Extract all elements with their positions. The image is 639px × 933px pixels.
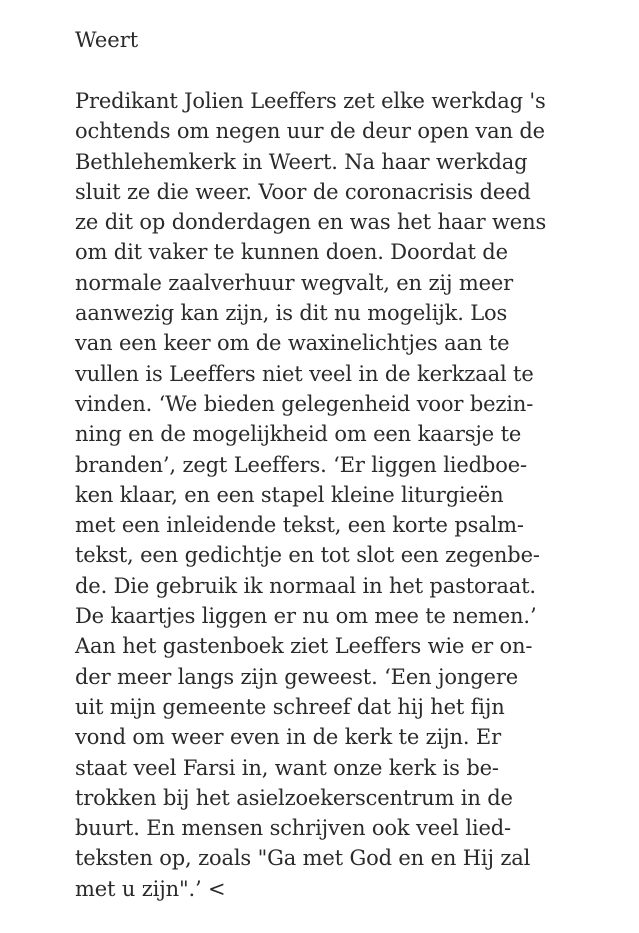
body-line: branden’, zegt Leeffers. ‘Er liggen liedboe- bbox=[75, 452, 527, 477]
body-line: de. Die gebruik ik normaal in het pastoraat. bbox=[75, 573, 536, 598]
body-line: De kaartjes liggen er nu om mee te nemen.’ bbox=[75, 604, 537, 629]
body-line: ze dit op donderdagen en was het haar wens bbox=[75, 210, 547, 235]
body-line: met een inleidende tekst, een korte psalm- bbox=[75, 513, 524, 538]
body-line: der meer langs zijn geweest. ‘Een jongere bbox=[75, 664, 518, 689]
body-line: ken klaar, en een stapel kleine liturgieën bbox=[75, 482, 504, 507]
body-line: sluit ze die weer. Voor de coronacrisis deed bbox=[75, 179, 531, 204]
body-line: vullen is Leeffers niet veel in de kerkzaal te bbox=[75, 361, 534, 386]
body-line: trokken bij het asielzoekerscentrum in de bbox=[75, 785, 513, 810]
body-line: buurt. En mensen schrijven ook veel lied- bbox=[75, 816, 511, 841]
body-line: ochtends om negen uur de deur open van de bbox=[75, 119, 545, 144]
body-line: uit mijn gemeente schreef dat hij het fijn bbox=[75, 694, 505, 719]
body-line: aanwezig kan zijn, is dit nu mogelijk. Los bbox=[75, 301, 508, 326]
body-line: ning en de mogelijkheid om een kaarsje te bbox=[75, 422, 522, 447]
body-line: Predikant Jolien Leeffers zet elke werkdag 's bbox=[75, 89, 546, 113]
body-line: Bethlehemkerk in Weert. Na haar werkdag bbox=[75, 149, 528, 174]
body-line: vinden. ‘We bieden gelegenheid voor bezin- bbox=[75, 391, 534, 416]
body-line: staat veel Farsi in, want onze kerk is be- bbox=[75, 755, 499, 780]
article-body bbox=[75, 86, 546, 904]
body-line: normale zaalverhuur wegvalt, en zij meer bbox=[75, 270, 514, 295]
body-line: van een keer om de waxinelichtjes aan te bbox=[75, 331, 510, 356]
body-line: tekst, een gedichtje en tot slot een zegenbe- bbox=[75, 543, 540, 568]
body-line: om dit vaker te kunnen doen. Doordat de bbox=[75, 240, 508, 265]
body-line: teksten op, zoals "Ga met God en en Hij zal bbox=[75, 846, 531, 871]
body-line: Aan het gastenboek ziet Leeffers wie er on- bbox=[75, 634, 533, 659]
location-heading: Weert bbox=[75, 28, 139, 52]
body-line: vond om weer even in de kerk te zijn. Er bbox=[75, 725, 501, 750]
body-line: met u zijn".’ < bbox=[75, 876, 226, 901]
